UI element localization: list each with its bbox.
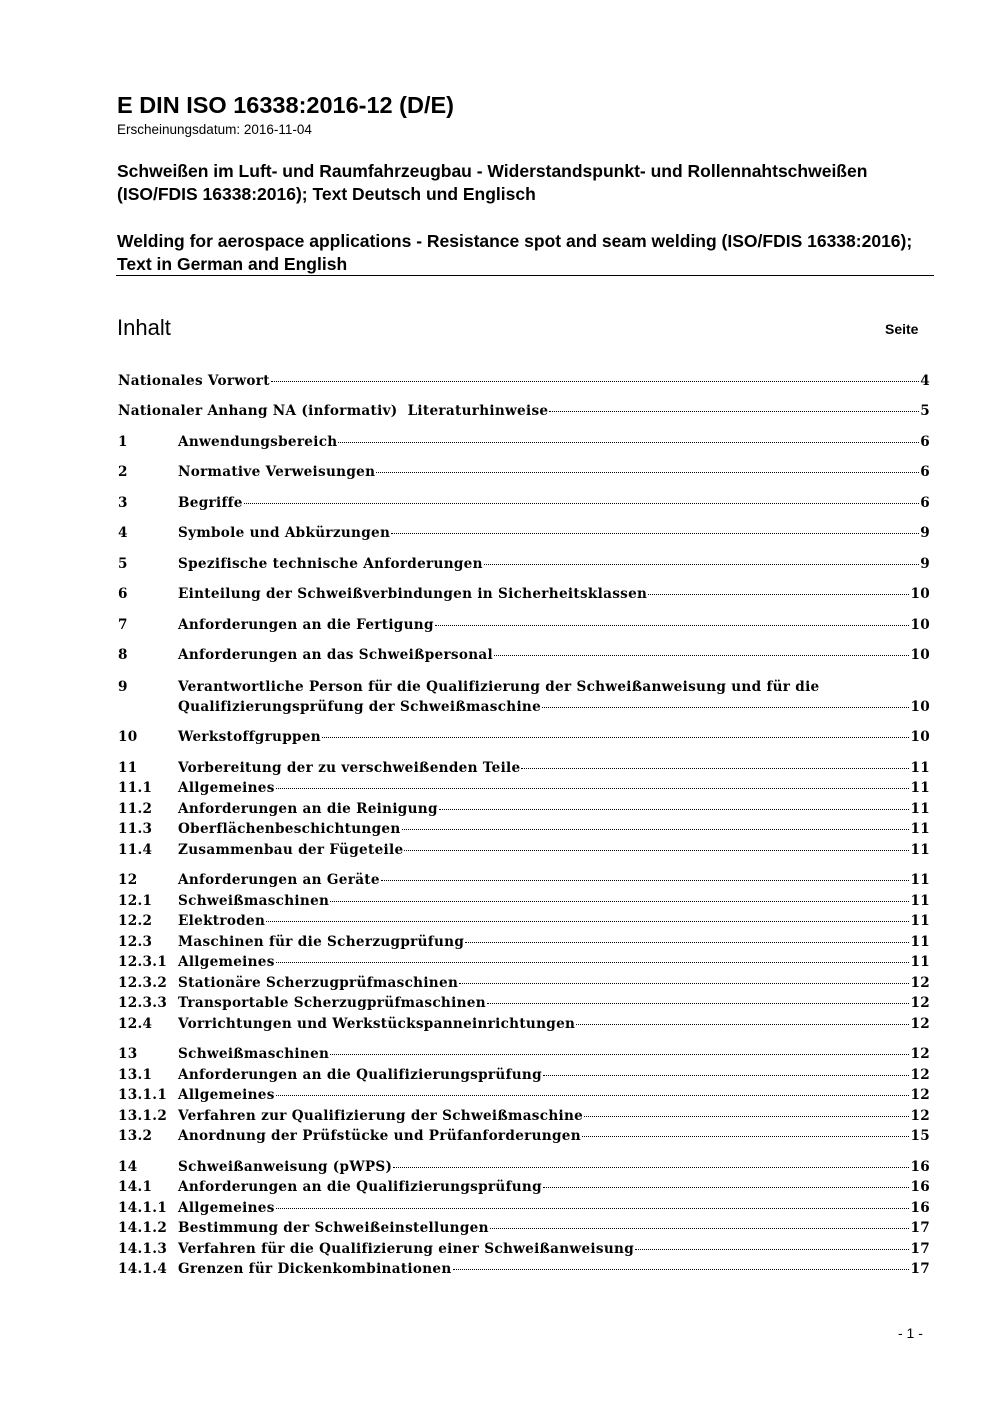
toc-entry-11-2[interactable] — [118, 800, 930, 819]
toc-entry-12-1[interactable] — [118, 892, 930, 911]
toc-entry-title: Verfahren zur Qualifizierung der Schweißmaschine — [178, 1108, 584, 1124]
toc-page-column-label: Seite — [885, 321, 919, 337]
toc-entry-title: Vorrichtungen und Werkstückspanneinrichtungen — [178, 1016, 576, 1032]
toc-leader — [439, 809, 910, 810]
toc-entry-3[interactable] — [118, 494, 930, 513]
toc-entry-title: Verfahren für die Qualifizierung einer Schweißanweisung — [178, 1241, 635, 1257]
toc-leader — [543, 1075, 910, 1076]
toc-entry-12[interactable] — [118, 871, 930, 890]
toc-entry-page: 6 — [920, 495, 930, 511]
toc-leader — [402, 829, 910, 830]
toc-leader — [494, 655, 909, 656]
toc-entry-title: Werkstoffgruppen — [178, 729, 321, 745]
toc-entry-page: 12 — [910, 995, 930, 1011]
toc-entry-page: 11 — [910, 893, 930, 909]
toc-leader — [391, 533, 919, 534]
toc-entry-page: 16 — [910, 1179, 930, 1195]
toc-entry-page: 17 — [910, 1261, 930, 1277]
toc-leader — [484, 564, 919, 565]
toc-entry-number: 14 — [118, 1159, 138, 1175]
toc-entry-13[interactable] — [118, 1045, 930, 1064]
toc-entry-title: Anforderungen an die Reinigung — [178, 801, 438, 817]
toc-entry-14[interactable] — [118, 1158, 930, 1177]
toc-entry-page: 15 — [910, 1128, 930, 1144]
toc-entry-title: Anforderungen an die Fertigung — [178, 617, 434, 633]
toc-entry-title: Schweißmaschinen — [178, 893, 330, 909]
toc-entry-11-4[interactable] — [118, 841, 930, 860]
toc-entry-number: 13.2 — [118, 1128, 153, 1144]
toc-leader — [490, 1228, 910, 1229]
toc-entry-number: 3 — [118, 495, 128, 511]
toc-entry-title: Anforderungen an die Qualifizierungsprüfung — [178, 1067, 542, 1083]
toc-entry-page: 12 — [910, 1087, 930, 1103]
toc-leader — [584, 1116, 909, 1117]
toc-entry-page: 11 — [910, 842, 930, 858]
toc-leader — [338, 442, 919, 443]
toc-entry-14-1[interactable] — [118, 1178, 930, 1197]
toc-entry-12-3[interactable] — [118, 933, 930, 952]
toc-entry-number: 7 — [118, 617, 128, 633]
toc-leader — [543, 1187, 910, 1188]
toc-entry-number: 5 — [118, 556, 128, 572]
toc-leader — [648, 594, 909, 595]
toc-entry-number: 12.3.2 — [118, 975, 168, 991]
toc-leader — [465, 942, 909, 943]
toc-leader — [487, 1003, 910, 1004]
toc-entry-title: Zusammenbau der Fügeteile — [178, 842, 404, 858]
toc-entry-page: 5 — [920, 403, 930, 419]
toc-leader — [582, 1136, 910, 1137]
toc-entry-title: Einteilung der Schweißverbindungen in Sicherheitsklassen — [178, 586, 648, 602]
toc-entry-page: 11 — [910, 780, 930, 796]
toc-entry-page: 12 — [910, 975, 930, 991]
toc-entry-page: 16 — [910, 1159, 930, 1175]
toc-entry-number: 11.3 — [118, 821, 153, 837]
toc-entry-title: Nationales Vorwort — [118, 373, 270, 389]
toc-entry-12-3-1[interactable] — [118, 953, 930, 972]
toc-leader — [276, 962, 910, 963]
toc-entry-number: 11.2 — [118, 801, 153, 817]
toc-entry-number: 14.1.4 — [118, 1261, 168, 1277]
toc-entry-title: Allgemeines — [178, 1200, 275, 1216]
toc-entry-title: Nationaler Anhang NA (informativ) Literaturhinweise — [118, 403, 549, 419]
toc-entry-page: 9 — [920, 556, 930, 572]
page-number: - 1 - — [898, 1325, 923, 1341]
toc-entry-number: 14.1.3 — [118, 1241, 168, 1257]
toc-entry-title: Spezifische technische Anforderungen — [178, 556, 483, 572]
toc-entry-title: Begriffe — [178, 495, 243, 511]
toc-entry-page: 10 — [910, 699, 930, 715]
toc-entry-title: Schweißanweisung (pWPS) — [178, 1159, 393, 1175]
toc-entry-page: 10 — [910, 617, 930, 633]
toc-leader — [266, 921, 909, 922]
toc-entry-page: 12 — [910, 1108, 930, 1124]
toc-leader — [404, 850, 909, 851]
toc-leader — [381, 880, 910, 881]
toc-heading: Inhalt — [117, 315, 171, 340]
toc-leader — [322, 737, 909, 738]
toc-leader — [330, 901, 909, 902]
toc-entry-page: 6 — [920, 434, 930, 450]
toc-leader — [276, 1095, 910, 1096]
toc-entry-5[interactable] — [118, 555, 930, 574]
toc-entry-title: Schweißmaschinen — [178, 1046, 330, 1062]
toc-entry-number: 1 — [118, 434, 128, 450]
toc-entry-number: 11.4 — [118, 842, 153, 858]
toc-leader — [459, 983, 909, 984]
toc-entry-12-2[interactable] — [118, 912, 930, 931]
toc-entry-title: Bestimmung der Schweißeinstellungen — [178, 1220, 489, 1236]
toc-entry-13-2[interactable] — [118, 1127, 930, 1146]
toc-entry-14-1-1[interactable] — [118, 1199, 930, 1218]
toc-entry-number: 13.1.2 — [118, 1108, 168, 1124]
toc-entry-11-1[interactable] — [118, 779, 930, 798]
toc-entry-title: Stationäre Scherzugprüfmaschinen — [178, 975, 459, 991]
toc-entry-title: Transportable Scherzugprüfmaschinen — [178, 995, 486, 1011]
toc-entry-page: 11 — [910, 934, 930, 950]
toc-entry-page: 10 — [910, 729, 930, 745]
toc-entry-number: 2 — [118, 464, 128, 480]
toc-entry-title: Allgemeines — [178, 954, 275, 970]
toc-entry-page: 9 — [920, 525, 930, 541]
toc-entry-page: 11 — [910, 760, 930, 776]
toc-leader — [330, 1054, 909, 1055]
toc-entry-title: Elektroden — [178, 913, 266, 929]
toc-entry-page: 11 — [910, 872, 930, 888]
toc-entry-title-line2: Qualifizierungsprüfung der Schweißmaschine — [178, 699, 542, 715]
toc-entry-13-1-2[interactable] — [118, 1107, 930, 1126]
toc-entry-page: 12 — [910, 1016, 930, 1032]
toc-entry-page: 6 — [920, 464, 930, 480]
toc-entry-page: 11 — [910, 954, 930, 970]
toc-entry-number: 9 — [118, 679, 128, 695]
toc-entry-number: 13 — [118, 1046, 138, 1062]
toc-entry-number: 10 — [118, 729, 138, 745]
toc-entry-number: 12 — [118, 872, 138, 888]
toc-entry-12-3-2[interactable] — [118, 974, 930, 993]
toc-leader — [376, 472, 919, 473]
toc-entry-title: Anforderungen an die Qualifizierungsprüfung — [178, 1179, 542, 1195]
toc-leader — [435, 625, 910, 626]
title-german: Schweißen im Luft- und Raumfahrzeugbau - Widerstandspunkt- und Rollennahtschweißen (ISO/FDIS 16338:2016); Text Deutsch und Englisch — [117, 161, 868, 204]
toc-entry-8[interactable] — [118, 646, 930, 665]
publication-date: Erscheinungsdatum: 2016-11-04 — [117, 122, 312, 137]
toc-entry-number: 12.1 — [118, 893, 153, 909]
toc-leader — [271, 381, 919, 382]
toc-entry-page: 10 — [910, 647, 930, 663]
toc-entry-7[interactable] — [118, 616, 930, 635]
toc-entry-number: 12.2 — [118, 913, 153, 929]
toc-entry-number: 4 — [118, 525, 128, 541]
toc-leader — [576, 1024, 909, 1025]
toc-entry-number: 13.1 — [118, 1067, 153, 1083]
toc-entry-number: 14.1.1 — [118, 1200, 168, 1216]
toc-entry-number: 12.3 — [118, 934, 153, 950]
toc-leader — [542, 707, 909, 708]
toc-entry-page: 11 — [910, 821, 930, 837]
toc-entry-title: Grenzen für Dickenkombinationen — [178, 1261, 452, 1277]
toc-entry-nationales-vorwort[interactable] — [118, 372, 930, 391]
document-id: E DIN ISO 16338:2016-12 (D/E) — [117, 92, 454, 118]
toc-entry-number: 12.4 — [118, 1016, 153, 1032]
toc-entry-13-1-1[interactable] — [118, 1086, 930, 1105]
toc-entry-14-1-4[interactable] — [118, 1260, 930, 1279]
toc-entry-10[interactable] — [118, 728, 930, 747]
toc-entry-title: Anforderungen an das Schweißpersonal — [178, 647, 493, 663]
toc-entry-title: Anordnung der Prüfstücke und Prüfanforderungen — [178, 1128, 581, 1144]
toc-entry-title: Oberflächenbeschichtungen — [178, 821, 401, 837]
toc-entry-page: 17 — [910, 1220, 930, 1236]
toc-entry-number: 6 — [118, 586, 128, 602]
toc-entry-4[interactable] — [118, 524, 930, 543]
toc-leader — [635, 1249, 909, 1250]
toc-entry-11[interactable] — [118, 759, 930, 778]
toc-entry-title: Maschinen für die Scherzugprüfung — [178, 934, 465, 950]
toc-entry-number: 14.1 — [118, 1179, 153, 1195]
toc-entry-number: 13.1.1 — [118, 1087, 168, 1103]
toc-entry-13-1[interactable] — [118, 1066, 930, 1085]
toc-entry-page: 17 — [910, 1241, 930, 1257]
toc-entry-page: 11 — [910, 913, 930, 929]
toc-entry-page: 16 — [910, 1200, 930, 1216]
toc-leader — [276, 1208, 910, 1209]
toc-entry-title: Anforderungen an Geräte — [178, 872, 380, 888]
toc-leader — [453, 1269, 910, 1270]
title-english: Welding for aerospace applications - Resistance spot and seam welding (ISO/FDIS 16338:2016); Text in German and English — [117, 231, 913, 274]
toc-entry-page: 4 — [920, 373, 930, 389]
toc-entry-nationaler-anhang[interactable] — [118, 402, 930, 421]
toc-entry-title: Normative Verweisungen — [178, 464, 376, 480]
toc-entry-title: Anwendungsbereich — [178, 434, 338, 450]
toc-entry-1[interactable] — [118, 433, 930, 452]
toc-entry-number: 12.3.3 — [118, 995, 168, 1011]
toc-entry-title-line1: Verantwortliche Person für die Qualifizierung der Schweißanweisung und für die — [178, 679, 820, 695]
toc-entry-page: 10 — [910, 586, 930, 602]
toc-entry-14-1-2[interactable] — [118, 1219, 930, 1238]
toc-entry-page: 12 — [910, 1067, 930, 1083]
toc-entry-page: 12 — [910, 1046, 930, 1062]
toc-entry-title: Symbole und Abkürzungen — [178, 525, 391, 541]
toc-leader — [393, 1167, 909, 1168]
toc-entry-title: Allgemeines — [178, 780, 275, 796]
toc-entry-2[interactable] — [118, 463, 930, 482]
toc-entry-9[interactable] — [118, 677, 930, 717]
toc-leader — [549, 411, 919, 412]
toc-leader — [244, 503, 920, 504]
toc-entry-12-4[interactable] — [118, 1015, 930, 1034]
toc-entry-6[interactable] — [118, 585, 930, 604]
toc-entry-number: 8 — [118, 647, 128, 663]
toc-entry-number: 11.1 — [118, 780, 153, 796]
toc-entry-title: Vorbereitung der zu verschweißenden Teile — [178, 760, 521, 776]
toc-entry-14-1-3[interactable] — [118, 1240, 930, 1259]
toc-entry-number: 11 — [118, 760, 138, 776]
header-divider — [116, 275, 934, 276]
toc-entry-page: 11 — [910, 801, 930, 817]
toc-entry-number: 12.3.1 — [118, 954, 168, 970]
toc-entry-11-3[interactable] — [118, 820, 930, 839]
toc-entry-number: 14.1.2 — [118, 1220, 168, 1236]
toc-entry-12-3-3[interactable] — [118, 994, 930, 1013]
toc-entry-title: Allgemeines — [178, 1087, 275, 1103]
toc-leader — [521, 768, 909, 769]
toc-leader — [276, 788, 910, 789]
